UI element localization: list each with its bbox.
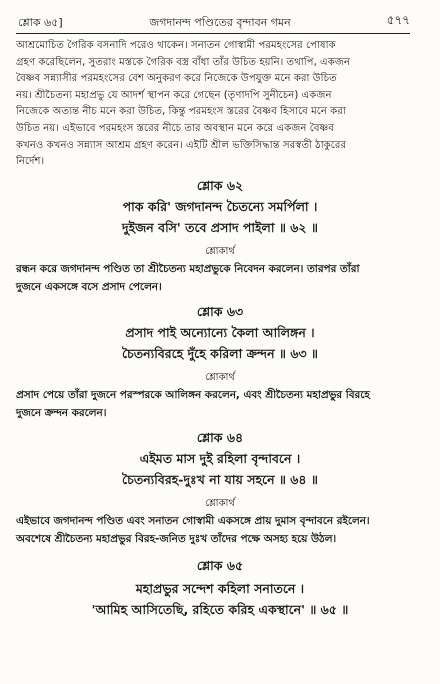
verse-heading: শ্লোক ৬৫ — [196, 558, 244, 573]
purport-line: নির্দেশ। — [16, 156, 45, 168]
verse-text — [0, 578, 440, 620]
verse-line: চৈতন্যবিরহ-দুঃখ না যায় সহনে ॥ ৬৪ ॥ — [122, 472, 318, 487]
verse-line: এইমত মাস দুই রহিলা বৃন্দাবনে । — [139, 451, 301, 466]
verse-line: দুইজন বসি' তবে প্রসাদ পাইলা ॥ ৬২ ॥ — [122, 220, 318, 235]
running-header — [0, 10, 440, 30]
verse-heading: শ্লোক ৬৩ — [196, 304, 244, 319]
translation-text — [16, 512, 410, 548]
translation-line: দুজনে একসঙ্গে বসে প্রসাদ পেলেন। — [16, 281, 162, 293]
verse-line: 'আমিহ আসিতেছি, রহিতে করিহ একস্থানে' ॥ ৬৫ ॥ — [91, 602, 349, 617]
translation-line: দুজনে ক্রন্দন করলেন। — [16, 407, 107, 419]
page-number: ৫৭৭ — [386, 13, 410, 27]
verse-text — [0, 196, 440, 238]
translation-heading: শ্লোকার্থ — [205, 498, 235, 509]
header-verse-ref: শ্লোক ৬৫] — [18, 16, 63, 29]
translation-text — [16, 260, 410, 296]
header-chapter-title: জগদানন্দ পণ্ডিতের বৃন্দাবন গমন — [149, 16, 291, 29]
verse-text — [0, 322, 440, 364]
translation-text — [16, 386, 410, 422]
verse-line: প্রসাদ পাই অন্যোন্যে কৈলা আলিঙ্গন । — [125, 325, 315, 340]
verse-text — [0, 448, 440, 490]
header-rule — [16, 33, 410, 34]
purport-line: গ্রহণ করেছিলেন, সুতরাং মস্তকে গৈরিক বস্ত্র বাঁধা তাঁর উচিত হয়নি। তথাপি, একজন — [16, 56, 351, 68]
purport-line: আশ্রমোচিত গৈরিক বসনাদি পরেও থাকেন। সনাতন গোস্বামী পরমহংসের পোষাক — [16, 40, 336, 51]
purport-line: উচিত নয়। এইভাবে পরমহংস স্তরের নীচে তার অবস্থান মনে করে একজন বৈষ্ণব — [16, 122, 335, 134]
translation-line: এইভাবে জগদানন্দ পণ্ডিত এবং সনাতন গোস্বামী একসঙ্গে প্রায় দুমাস বৃন্দাবনে রইলেন। — [16, 515, 370, 527]
verse-heading: শ্লোক ৬৪ — [196, 430, 244, 445]
translation-line: প্রসাদ পেয়ে তাঁরা দুজনে পরস্পরকে আলিঙ্গন করলেন, এবং শ্রীচৈতন্য মহাপ্রভুর বিরহে — [16, 389, 370, 401]
translation-line: অবশেষে শ্রীচৈতন্য মহাপ্রভুর বিরহ-জনিত দুঃখ তাঁদের পক্ষে অসহ্য হয়ে উঠল। — [16, 533, 337, 545]
purport-line: বৈষ্ণব সন্ন্যাসীর পরমহংসের বেশ অনুকরণ করে নিজেকে উপযুক্ত মনে করা উচিত — [16, 73, 337, 85]
verse-line: মহাপ্রভুর সন্দেশ কহিলা সনাতনে । — [135, 581, 305, 596]
purport-paragraph — [16, 38, 410, 171]
verse-heading: শ্লোক ৬২ — [196, 178, 244, 193]
purport-line: নিজেকে অত্যন্ত নীচ মনে করা উচিত, কিন্তু পরমহংস স্তরের বৈষ্ণব হিসাবে মনে করা — [16, 106, 346, 118]
verse-line: পাক করি' জগদানন্দ চৈতন্যে সমর্পিলা । — [122, 199, 318, 214]
purport-line: নয়। শ্রীচৈতন্য মহাপ্রভু যে আদর্শ স্থাপন করে গেছেন (তৃণাদপি সুনীচেন) একজন — [16, 89, 332, 101]
verse-line: চৈতন্যবিরহে দুঁহে করিলা ক্রন্দন ॥ ৬৩ ॥ — [121, 346, 318, 361]
translation-heading: শ্লোকার্থ — [205, 246, 235, 257]
purport-line: কখনও কখনও সন্ন্যাস আশ্রম গ্রহণ করেন। এইটি শ্রীল ভক্তিসিদ্ধান্ত সরস্বতী ঠাকুরের — [16, 139, 347, 151]
translation-line: রন্ধন করে জগদানন্দ পণ্ডিত তা শ্রীচৈতন্য মহাপ্রভুকে নিবেদন করলেন। তারপর তাঁরা — [16, 263, 360, 275]
translation-heading: শ্লোকার্থ — [205, 372, 235, 383]
